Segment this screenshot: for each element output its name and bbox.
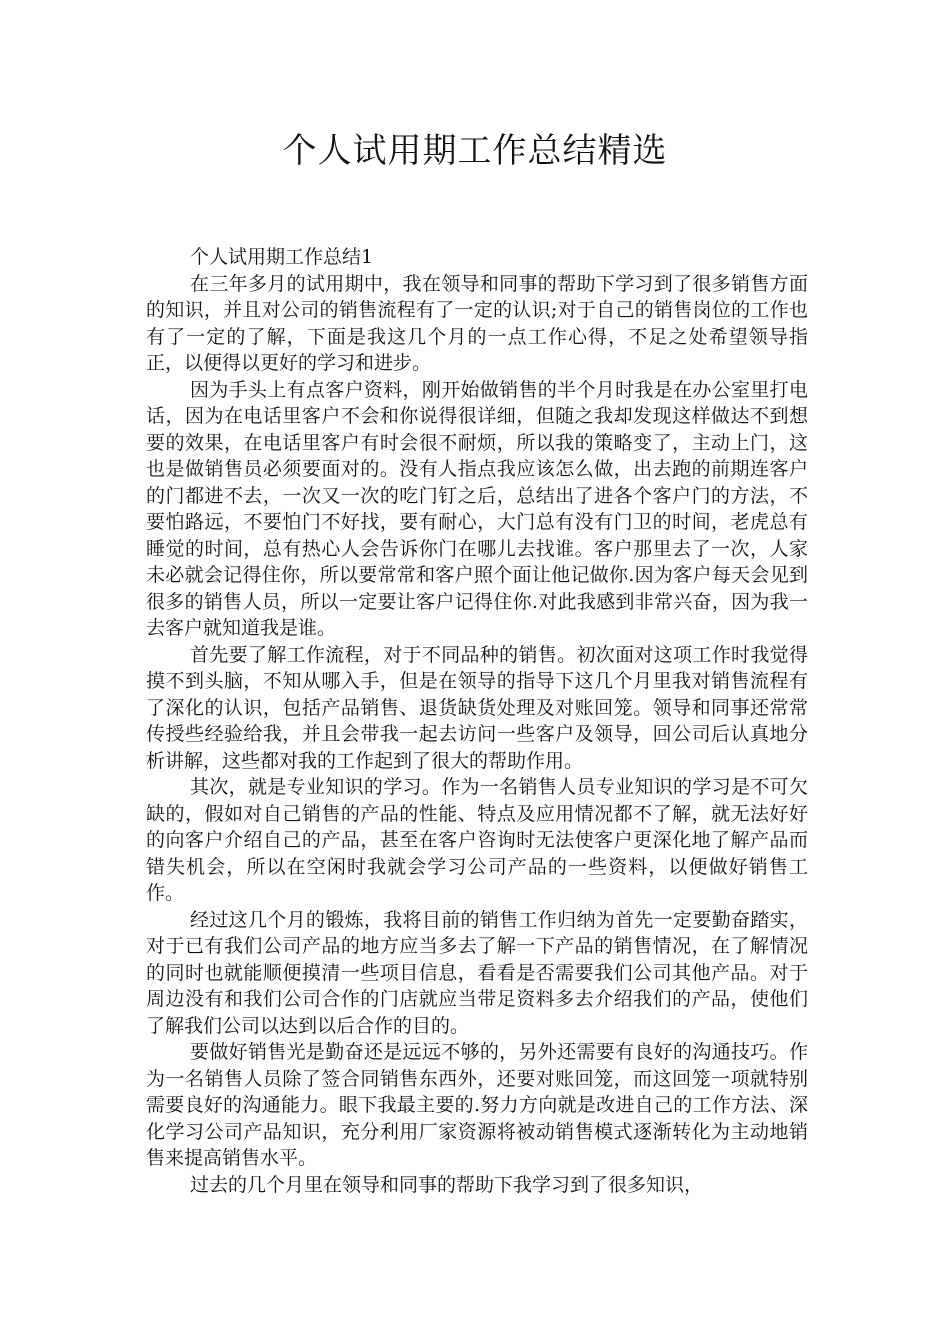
paragraph-1: 在三年多月的试用期中，我在领导和同事的帮助下学习到了很多销售方面的知识，并且对公司的销售流程有了一定的认识;对于自己的销售岗位的工作也有了一定的了解，下面是我这几个月的一点工作心得，不足之处希望领导指正，以便得以更好的学习和进步。 <box>146 272 808 374</box>
document-title: 个人试用期工作总结精选 <box>282 131 668 171</box>
document-body <box>146 244 808 1198</box>
paragraph-3: 首先要了解工作流程，对于不同品种的销售。初次面对这项工作时我觉得摸不到头脑，不知从哪入手，但是在领导的指导下这几个月里我对销售流程有了深化的认识，包括产品销售、退货缺货处理及对账回笼。领导和同事还常常传授些经验给我，并且会带我一起去访问一些客户及领导，回公司后认真地分析讲解，这些都对我的工作起到了很大的帮助作用。 <box>146 643 808 772</box>
paragraph-4: 其次，就是专业知识的学习。作为一名销售人员专业知识的学习是不可欠缺的，假如对自己销售的产品的性能、特点及应用情况都不了解，就无法好好的向客户介绍自己的产品，甚至在客户咨询时无法使客户更深化地了解产品而错失机会，所以在空闲时我就会学习公司产品的一些资料，以便做好销售工作。 <box>146 776 808 904</box>
paragraph-6: 要做好销售光是勤奋还是远远不够的，另外还需要有良好的沟通技巧。作为一名销售人员除了签合同销售东西外，还要对账回笼，而这回笼一项就特别需要良好的沟通能力。眼下我最主要的.努力方向就是改进自己的工作方法、深化学习公司产品知识，充分利用厂家资源将被动销售模式逐渐转化为主动地销售来提高销售水平。 <box>146 1041 808 1169</box>
paragraph-7: 过去的几个月里在领导和同事的帮助下我学习到了很多知识， <box>190 1173 704 1196</box>
paragraph-5: 经过这几个月的锻炼，我将目前的销售工作归纳为首先一定要勤奋踏实，对于已有我们公司产品的地方应当多去了解一下产品的销售情况，在了解情况的同时也就能顺便摸清一些项目信息，看看是否需要我们公司其他产品。对于周边没有和我们公司合作的门店就应当带足资料多去介绍我们的产品，使他们了解我们公司以达到以后合作的目的。 <box>146 908 808 1037</box>
section-heading: 个人试用期工作总结1 <box>190 246 374 268</box>
paragraph-2: 因为手头上有点客户资料，刚开始做销售的半个月时我是在办公室里打电话，因为在电话里客户不会和你说得很详细，但随之我却发现这样做达不到想要的效果，在电话里客户有时会很不耐烦，所以我的策略变了，主动上门，这也是做销售员必须要面对的。没有人指点我应该怎么做，出去跑的前期连客户的门都进不去，一次又一次的吃门钉之后，总结出了进各个客户门的方法，不要怕路远，不要怕门不好找，要有耐心，大门总有没有门卫的时间，老虎总有睡觉的时间，总有热心人会告诉你门在哪儿去找谁。客户那里去了一次，人家未必就会记得住你，所以要常常和客户照个面让他记做你.因为客户每天会见到很多的销售人员，所以一定要让客户记得住你.对此我感到非常兴奋，因为我一去客户就知道我是谁。 <box>146 378 808 639</box>
